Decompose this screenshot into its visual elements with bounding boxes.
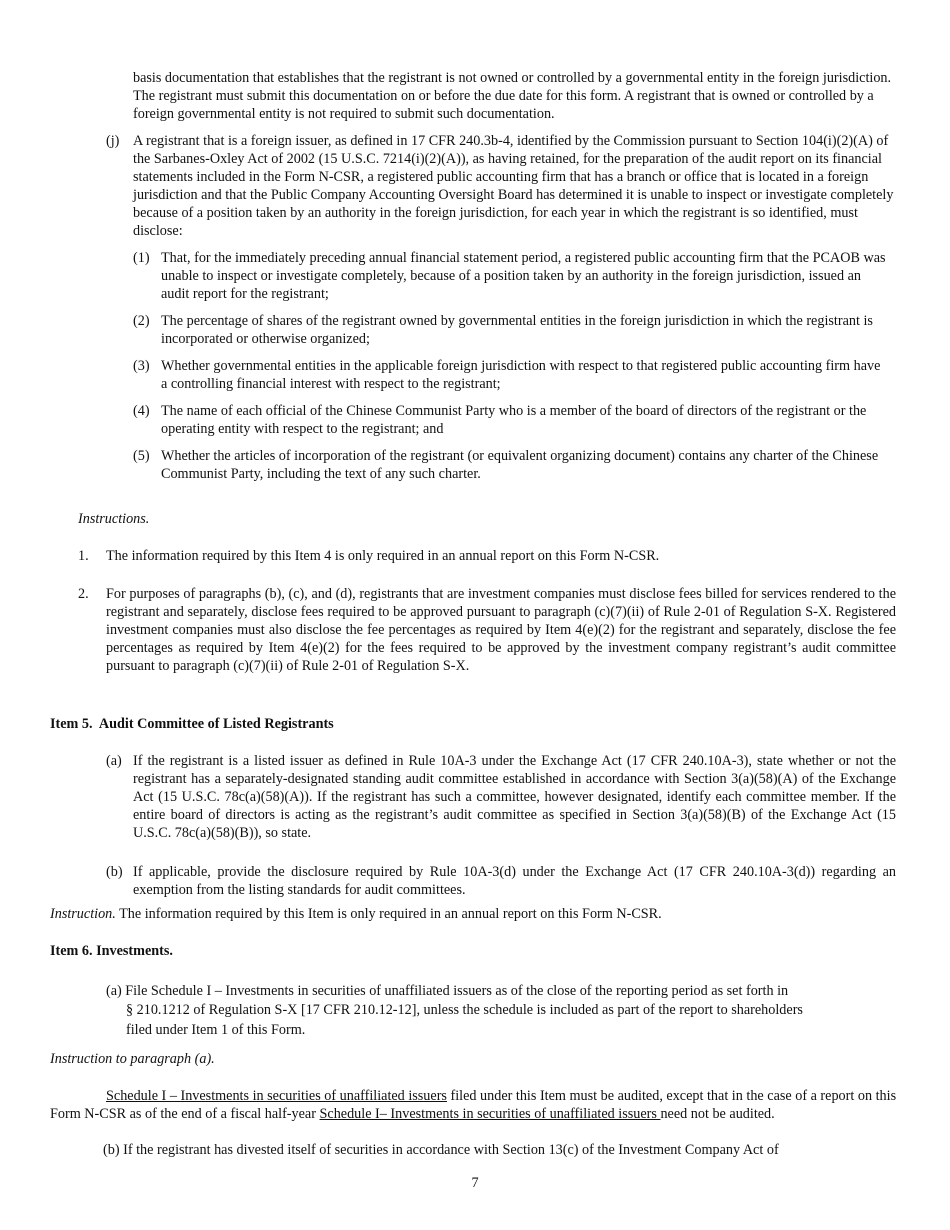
para-j-item-3-marker: (3) — [133, 358, 150, 374]
item-5-instruction-label: Instruction. — [50, 906, 116, 922]
item-5-b-marker: (b) — [106, 864, 123, 880]
instruction-2-text: For purposes of paragraphs (b), (c), and (d), registrants that are investment companies must disclose fees billed for services rendered to the registrant and separately, disclose fees required to be approved pursuant to paragraph (c)(7)(ii) of Rule 2-01 of Regulation S-X. Registered investment companies must also disclose the fee percentages as required by Item 4(e)(2) for the registrant and separately, disclose the fee percentages as required by Item 4(e)(2) for the fees required to be approved by the investment company registrant’s audit committee pursuant to paragraph (c)(7)(ii) of Rule 2-01 of Regulation S-X. — [106, 586, 896, 674]
schedule-end-text: need not be audited. — [660, 1106, 775, 1122]
para-j-item-1-text: That, for the immediately preceding annual financial statement period, a registered public accounting firm that the PCAOB was unable to inspect or investigate completely, because of a position taken by an authority in the foreign jurisdiction, issued an audit report for the registrant; — [161, 250, 886, 302]
para-j-item-5-text: Whether the articles of incorporation of the registrant (or equivalent organizing document) contains any charter of the Chinese Communist Party, including the text of any such charter. — [161, 448, 879, 482]
item-6-a-rest: § 210.1212 of Regulation S-X [17 CFR 210.12-12], unless the schedule is included as part of the report to shareholders filed under Item 1 of this Form. — [126, 1002, 803, 1038]
schedule-paragraph — [50, 1087, 898, 1123]
item-5-instruction — [50, 905, 910, 923]
item-5-heading: Item 5. Audit Committee of Listed Registrants — [50, 716, 334, 732]
schedule-link-2: Schedule I– Investments in securities of unaffiliated issuers — [319, 1106, 661, 1122]
item-5-a-marker: (a) — [106, 753, 122, 769]
item-5-a-text: If the registrant is a listed issuer as defined in Rule 10A-3 under the Exchange Act (17 CFR 240.10A-3), state whether or not the registrant has a separately-designated standing audit committee established in accordance with Section 3(a)(58)(A) of the Exchange Act (15 U.S.C. 78c(a)(58)(A)). If the registrant has such a committee, however designated, identify each committee member. If the entire board of directors is acting as the registrant’s audit committee as specified in Section 3(a)(58)(B) of the Exchange Act (15 U.S.C. 78c(a)(58)(B)), so state. — [133, 753, 896, 841]
para-j-marker: (j) — [106, 133, 120, 149]
para-j-text: A registrant that is a foreign issuer, as defined in 17 CFR 240.3b-4, identified by the Commission pursuant to Section 104(i)(2)(A) of the Sarbanes-Oxley Act of 2002 (15 U.S.C. 7214(i)(2)(A)), as having retained, for the preparation of the audit report on its financial statements included in the Form N-CSR, a registered public accounting firm that has a branch or office that is located in a foreign jurisdiction and that the Public Company Accounting Oversight Board has determined it is unable to inspect or investigate completely because of a position taken by an authority in the foreign jurisdiction, for each year in which the registrant is so identified, must disclose: — [133, 133, 894, 239]
schedule-link-1: Schedule I – Investments in securities of unaffiliated issuers — [106, 1088, 447, 1104]
item-5-instruction-text: The information required by this Item is only required in an annual report on this Form N-CSR. — [115, 906, 662, 922]
item-6-heading: Item 6. Investments. — [50, 943, 173, 959]
item-6-a-line-1: (a) File Schedule I – Investments in securities of unaffiliated issuers as of the close of the reporting period as set forth in — [106, 983, 789, 999]
para-j-item-2-marker: (2) — [133, 313, 150, 329]
intro-continuation: basis documentation that establishes that the registrant is not owned or controlled by a governmental entity in the foreign jurisdiction. The registrant must submit this documentation on or before the due date for this form. A registrant that is owned or controlled by a foreign governmental entity is not required to submit such documentation. — [133, 70, 892, 122]
para-j-item-2-text: The percentage of shares of the registrant owned by governmental entities in the foreign jurisdiction in which the registrant is incorporated or otherwise organized; — [161, 313, 873, 347]
para-j-item-5-marker: (5) — [133, 448, 150, 464]
item-5-b-text: If applicable, provide the disclosure required by Rule 10A-3(d) under the Exchange Act (17 CFR 240.10A-3(d)) regarding an exemption from the listing standards for audit committees. — [133, 864, 896, 898]
instruction-2-marker: 2. — [78, 586, 89, 602]
instruction-1-text: The information required by this Item 4 is only required in an annual report on this Form N-CSR. — [106, 548, 660, 564]
instruction-1-marker: 1. — [78, 548, 89, 564]
para-j-item-1-marker: (1) — [133, 250, 150, 266]
para-j-item-4-marker: (4) — [133, 403, 150, 419]
instructions-heading: Instructions. — [78, 511, 150, 527]
para-j-item-3-text: Whether governmental entities in the applicable foreign jurisdiction with respect to that registered public accounting firm have a controlling financial interest with respect to the registrant; — [161, 358, 881, 392]
schedule-mid-text: filed under this Item must be audited, except that in the case of a report on this Form N-CSR as of the end of a fiscal half-year — [50, 1088, 897, 1122]
item-6-b-line: (b) If the registrant has divested itself of securities in accordance with Section 13(c) of the Investment Company Act of — [103, 1142, 779, 1158]
para-j-item-4-text: The name of each official of the Chinese Communist Party who is a member of the board of directors of the registrant or the operating entity with respect to the registrant; and — [161, 403, 867, 437]
page-number: 7 — [471, 1175, 479, 1191]
instruction-to-paragraph-a: Instruction to paragraph (a). — [50, 1051, 215, 1067]
